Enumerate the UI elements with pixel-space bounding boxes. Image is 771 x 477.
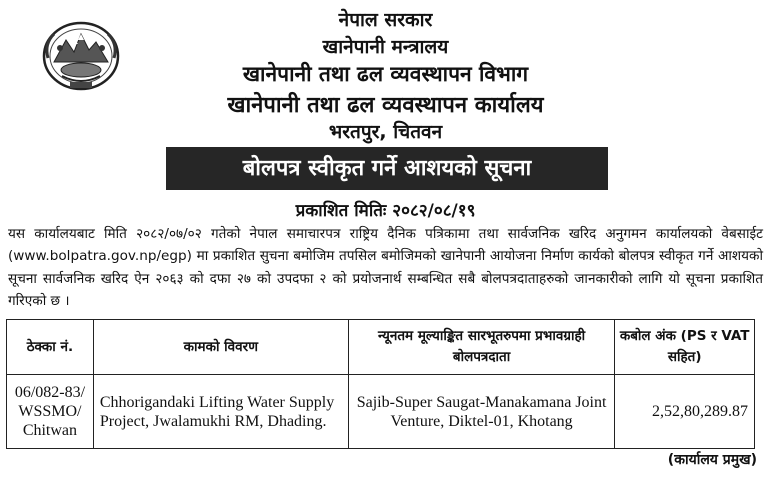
header-bidder: न्यूनतम मूल्याङ्कित सारभूतरुपमा प्रभावग्राही बोलपत्रदाता [348, 320, 615, 375]
cell-bid-amount: 2,52,80,289.87 [615, 375, 755, 449]
header-work-description: कामको विवरण [93, 320, 348, 375]
bid-table [6, 319, 755, 449]
header-ministry: खानेपानी मन्त्रालय [322, 36, 449, 58]
published-date: प्रकाशित मितिः २०८२/०८/१९ [295, 201, 476, 221]
cell-bidder: Sajib-Super Saugat-Manakamana Joint Venture, Diktel-01, Khotang [348, 375, 615, 449]
header-contract-no: ठेक्का नं. [7, 320, 94, 375]
header-office: खानेपानी तथा ढल व्यवस्थापन कार्यालय [227, 93, 544, 118]
header-bid-amount: कबोल अंक (PS र VAT सहित) [615, 320, 755, 375]
header-location: भरतपुर, चितवन [328, 121, 443, 143]
table-row [7, 375, 755, 449]
notice-body: यस कार्यालयबाट मिति २०८२/०७/०२ गतेको नेपाल समाचारपत्र राष्ट्रिय दैनिक पत्रिकामा तथा सार्वजनिक खरिद अनुगमन कार्यालयको वेबसाईट (www.bolpatra.gov.np/egp) मा प्रकाशित सुचना बमोजिम तपसिल बमोजिमको खानेपानी आयोजना निर्माण कार्यको बोलपत्र स्वीकृत गर्ने आशयको सूचना सार्वजनिक खरिद ऐन २०६३ को दफा २७ को उपदफा २ को प्रयोजनार्थ सम्बन्धित सबै बोलपत्रदाताहरुको जानकारीको लागि यो सूचना प्रकाशित गरिएको छ । [8, 226, 763, 309]
header-department: खानेपानी तथा ढल व्यवस्थापन विभाग [242, 62, 529, 86]
cell-contract-no: 06/082-83/ WSSMO/ Chitwan [7, 375, 94, 449]
table-header-row [7, 320, 755, 375]
cell-work-description: Chhorigandaki Lifting Water Supply Project, Jwalamukhi RM, Dhading. [93, 375, 348, 449]
header-government: नेपाल सरकार [338, 9, 433, 31]
notice-title: बोलपत्र स्वीकृत गर्ने आशयको सूचना [166, 147, 608, 190]
signature-office-chief: (कार्यालय प्रमुख) [667, 452, 757, 468]
